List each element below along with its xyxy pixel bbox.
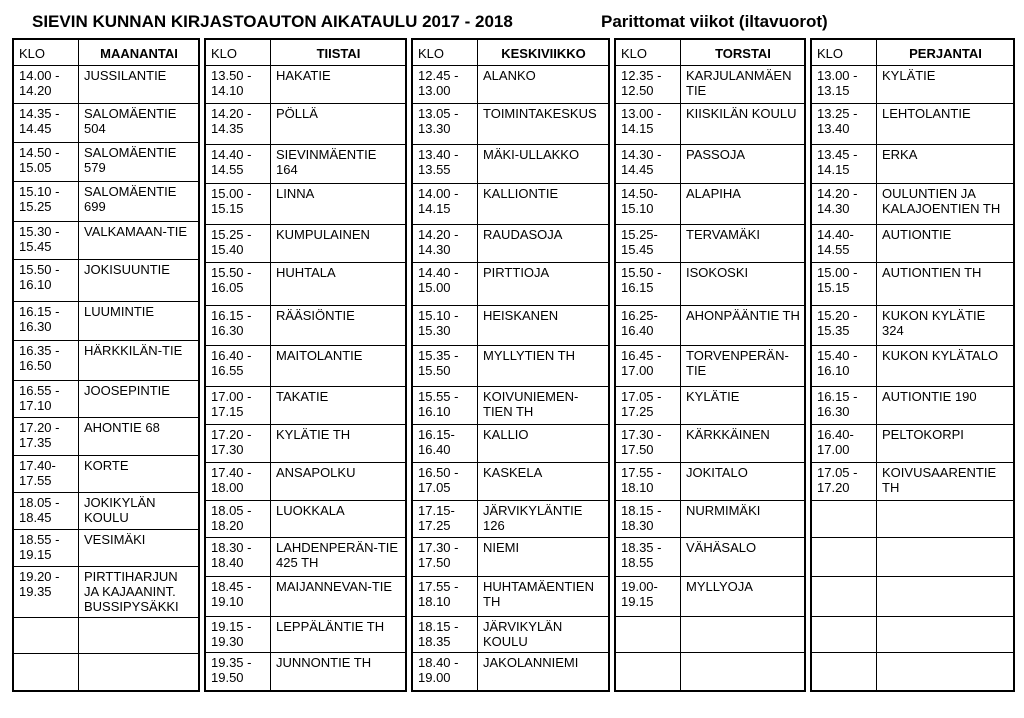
table-row [615, 576, 805, 616]
table-row [615, 386, 805, 424]
table-row [13, 181, 199, 222]
stop-time: 17.20 - 17.30 [205, 424, 271, 462]
stop-location: OULUNTIEN JA KALAJOENTIEN TH [877, 183, 1015, 224]
stop-time: 13.40 - 13.55 [412, 144, 478, 183]
table-row [615, 104, 805, 144]
stop-time: 14.50- 15.10 [615, 183, 681, 224]
stop-location: AUTIONTIEN TH [877, 263, 1015, 305]
day-column-header: TIISTAI [271, 39, 407, 66]
stop-location: LUUMINTIE [79, 301, 200, 341]
stop-time: 13.00 - 13.15 [811, 66, 877, 104]
table-row [811, 263, 1014, 305]
stop-time: 14.20 - 14.30 [811, 183, 877, 224]
stop-time: 18.05 - 18.45 [13, 493, 79, 529]
stop-time: 14.30 - 14.45 [615, 144, 681, 183]
stop-location: MÄKI-ULLAKKO [478, 144, 610, 183]
day-column-header: MAANANTAI [79, 39, 200, 66]
page-subtitle: Parittomat viikot (iltavuorot) [601, 12, 828, 31]
stop-location: KYLÄTIE [681, 386, 806, 424]
stop-location: RÄÄSIÖNTIE [271, 305, 407, 345]
table-row [205, 538, 406, 576]
stop-location: KALLIONTIE [478, 183, 610, 224]
day-column-header: KESKIVIIKKO [478, 39, 610, 66]
stop-time: 18.15 - 18.30 [615, 501, 681, 538]
stop-time: 14.40- 14.55 [811, 225, 877, 263]
table-row [205, 305, 406, 345]
stop-location: SALOMÄENTIE 504 [79, 103, 200, 143]
table-row [811, 386, 1014, 424]
stop-location: KOIVUNIEMEN-TIEN TH [478, 386, 610, 424]
table-row [205, 263, 406, 305]
table-row [811, 576, 1014, 616]
table-row [615, 66, 805, 104]
table-row [13, 653, 199, 691]
stop-time: 13.05 - 13.30 [412, 104, 478, 144]
stop-time: 17.55 - 18.10 [412, 576, 478, 616]
schedule-table [12, 38, 200, 692]
table-row [412, 501, 609, 538]
stop-location: ALAPIHA [681, 183, 806, 224]
time-column-header: KLO [615, 39, 681, 66]
table-row [205, 144, 406, 183]
table-row [811, 183, 1014, 224]
stop-time: 12.45 - 13.00 [412, 66, 478, 104]
table-row [811, 653, 1014, 691]
table-row [412, 617, 609, 653]
stop-location: PIRTTIHARJUN JA KAJAANINT. BUSSIPYSÄKKI [79, 567, 200, 618]
table-row [811, 463, 1014, 501]
table-row [205, 463, 406, 501]
table-header-row [205, 39, 406, 66]
stop-location [79, 653, 200, 691]
stop-location: KARJULANMÄEN TIE [681, 66, 806, 104]
stop-location [877, 538, 1015, 576]
stop-time: 17.30 - 17.50 [412, 538, 478, 576]
stop-time: 16.45 - 17.00 [615, 346, 681, 386]
stop-location: HAKATIE [271, 66, 407, 104]
table-row [205, 104, 406, 144]
stop-location: ALANKO [478, 66, 610, 104]
day-column-header: PERJANTAI [877, 39, 1015, 66]
stop-time [13, 653, 79, 691]
stop-time: 13.25 - 13.40 [811, 104, 877, 144]
stop-time: 16.50 - 17.05 [412, 463, 478, 501]
table-row [811, 424, 1014, 462]
table-row [13, 567, 199, 618]
table-row [412, 144, 609, 183]
stop-location: JÄRVIKYLÄNTIE 126 [478, 501, 610, 538]
table-row [13, 341, 199, 381]
stop-location: MAITOLANTIE [271, 346, 407, 386]
table-row [13, 222, 199, 260]
stop-location: MYLLYTIEN TH [478, 346, 610, 386]
stop-location: JAKOLANNIEMI [478, 653, 610, 691]
table-row [13, 380, 199, 418]
table-row [13, 418, 199, 456]
stop-time: 18.35 - 18.55 [615, 538, 681, 576]
stop-location: JOKIKYLÄN KOULU [79, 493, 200, 529]
stop-time: 19.35 - 19.50 [205, 653, 271, 691]
table-row [13, 301, 199, 341]
table-row [615, 538, 805, 576]
stop-time: 16.25- 16.40 [615, 305, 681, 345]
stop-time: 16.40 - 16.55 [205, 346, 271, 386]
stop-location [79, 618, 200, 653]
stop-location: AUTIONTIE [877, 225, 1015, 263]
stop-time [811, 617, 877, 653]
table-row [205, 424, 406, 462]
table-header-row [811, 39, 1014, 66]
stop-location: LEHTOLANTIE [877, 104, 1015, 144]
stop-location: TERVAMÄKI [681, 225, 806, 263]
table-row [13, 529, 199, 567]
table-row [412, 463, 609, 501]
stop-location: KORTE [79, 455, 200, 493]
stop-time: 14.00 - 14.20 [13, 66, 79, 104]
schedule-table [204, 38, 407, 692]
table-row [615, 263, 805, 305]
stop-location: PASSOJA [681, 144, 806, 183]
stop-location: VALKAMAAN-TIE [79, 222, 200, 260]
stop-location: KUMPULAINEN [271, 225, 407, 263]
day-column-keskiviikko [411, 38, 610, 692]
table-row [615, 305, 805, 345]
stop-time: 17.40 - 18.00 [205, 463, 271, 501]
table-row [205, 653, 406, 691]
stop-time: 15.35 - 15.50 [412, 346, 478, 386]
stop-time: 15.00 - 15.15 [811, 263, 877, 305]
day-column-perjantai [810, 38, 1015, 692]
schedule-table [411, 38, 610, 692]
stop-location: ERKA [877, 144, 1015, 183]
table-row [13, 66, 199, 104]
stop-location [681, 653, 806, 691]
stop-location: LAHDENPERÄN-TIE 425 TH [271, 538, 407, 576]
table-row [205, 225, 406, 263]
page-title: SIEVIN KUNNAN KIRJASTOAUTON AIKATAULU 2017 - 2018 [32, 12, 513, 31]
stop-location: KIISKILÄN KOULU [681, 104, 806, 144]
stop-location: NIEMI [478, 538, 610, 576]
stop-time: 14.20 - 14.30 [412, 225, 478, 263]
stop-location: VÄHÄSALO [681, 538, 806, 576]
day-column-header: TORSTAI [681, 39, 806, 66]
stop-time: 18.40 - 19.00 [412, 653, 478, 691]
stop-location: SALOMÄENTIE 579 [79, 143, 200, 182]
stop-location: AUTIONTIE 190 [877, 386, 1015, 424]
stop-location: JOOSEPINTIE [79, 380, 200, 418]
stop-time: 16.15 - 16.30 [13, 301, 79, 341]
stop-location: TOIMINTAKESKUS [478, 104, 610, 144]
table-row [615, 225, 805, 263]
stop-time: 15.25 - 15.40 [205, 225, 271, 263]
stop-time: 15.25- 15.45 [615, 225, 681, 263]
stop-time: 15.50 - 16.15 [615, 263, 681, 305]
stop-time: 12.35 - 12.50 [615, 66, 681, 104]
stop-location: LEPPÄLÄNTIE TH [271, 617, 407, 653]
stop-time [811, 501, 877, 538]
table-row [615, 346, 805, 386]
time-column-header: KLO [205, 39, 271, 66]
table-row [615, 653, 805, 691]
stop-location: KUKON KYLÄTIE 324 [877, 305, 1015, 345]
table-row [811, 501, 1014, 538]
stop-time: 18.45 - 19.10 [205, 576, 271, 616]
stop-time: 15.10 - 15.25 [13, 181, 79, 222]
stop-time: 16.55 - 17.10 [13, 380, 79, 418]
table-row [615, 501, 805, 538]
stop-time: 15.20 - 15.35 [811, 305, 877, 345]
time-column-header: KLO [811, 39, 877, 66]
table-row [412, 346, 609, 386]
stop-location [877, 653, 1015, 691]
stop-location: JUSSILANTIE [79, 66, 200, 104]
stop-location: PÖLLÄ [271, 104, 407, 144]
table-row [13, 259, 199, 301]
stop-time: 16.40- 17.00 [811, 424, 877, 462]
schedule-columns [12, 38, 1015, 694]
table-header-row [412, 39, 609, 66]
table-row [811, 104, 1014, 144]
schedule-table [614, 38, 806, 692]
stop-time [615, 653, 681, 691]
table-row [615, 424, 805, 462]
stop-location: JÄRVIKYLÄN KOULU [478, 617, 610, 653]
table-row [205, 386, 406, 424]
stop-time: 17.05 - 17.25 [615, 386, 681, 424]
table-header-row [13, 39, 199, 66]
stop-location [681, 617, 806, 653]
stop-time [811, 576, 877, 616]
stop-time: 14.50 - 15.05 [13, 143, 79, 182]
table-row [412, 104, 609, 144]
table-row [615, 144, 805, 183]
table-row [412, 263, 609, 305]
table-row [811, 346, 1014, 386]
stop-location: AHONPÄÄNTIE TH [681, 305, 806, 345]
stop-location: ANSAPOLKU [271, 463, 407, 501]
stop-time: 17.55 - 18.10 [615, 463, 681, 501]
stop-time [811, 653, 877, 691]
table-row [811, 144, 1014, 183]
table-row [13, 455, 199, 493]
day-column-tiistai [204, 38, 407, 692]
stop-location: KALLIO [478, 424, 610, 462]
day-column-maanantai [12, 38, 200, 692]
day-column-torstai [614, 38, 806, 692]
stop-location: LUOKKALA [271, 501, 407, 538]
table-row [412, 225, 609, 263]
stop-time: 17.15- 17.25 [412, 501, 478, 538]
stop-time [13, 618, 79, 653]
stop-time: 16.15 - 16.30 [811, 386, 877, 424]
stop-time: 16.35 - 16.50 [13, 341, 79, 381]
stop-location: HUHTAMÄENTIEN TH [478, 576, 610, 616]
table-row [412, 305, 609, 345]
stop-location: JOKISUUNTIE [79, 259, 200, 301]
stop-time: 14.40 - 14.55 [205, 144, 271, 183]
stop-location: RAUDASOJA [478, 225, 610, 263]
table-row [205, 66, 406, 104]
stop-time: 14.35 - 14.45 [13, 103, 79, 143]
stop-location: TORVENPERÄN-TIE [681, 346, 806, 386]
stop-location: KYLÄTIE [877, 66, 1015, 104]
stop-time: 16.15- 16.40 [412, 424, 478, 462]
table-row [13, 103, 199, 143]
stop-location: KUKON KYLÄTALO [877, 346, 1015, 386]
table-row [811, 66, 1014, 104]
stop-location [877, 617, 1015, 653]
stop-time: 18.55 - 19.15 [13, 529, 79, 567]
stop-location: MAIJANNEVAN-TIE [271, 576, 407, 616]
stop-time: 16.15 - 16.30 [205, 305, 271, 345]
table-row [615, 183, 805, 224]
table-row [412, 424, 609, 462]
stop-time: 15.50 - 16.05 [205, 263, 271, 305]
stop-location: ISOKOSKI [681, 263, 806, 305]
stop-time: 17.00 - 17.15 [205, 386, 271, 424]
stop-time: 13.45 - 14.15 [811, 144, 877, 183]
stop-location: AHONTIE 68 [79, 418, 200, 456]
stop-time: 17.20 - 17.35 [13, 418, 79, 456]
stop-time: 15.00 - 15.15 [205, 183, 271, 224]
table-row [811, 617, 1014, 653]
stop-location: VESIMÄKI [79, 529, 200, 567]
stop-time: 15.55 - 16.10 [412, 386, 478, 424]
table-row [811, 305, 1014, 345]
stop-location [877, 501, 1015, 538]
table-row [412, 653, 609, 691]
table-row [13, 143, 199, 182]
table-row [412, 183, 609, 224]
stop-location: LINNA [271, 183, 407, 224]
schedule-table [810, 38, 1015, 692]
stop-time: 18.15 - 18.35 [412, 617, 478, 653]
table-row [205, 346, 406, 386]
table-row [13, 493, 199, 529]
stop-location: MYLLYOJA [681, 576, 806, 616]
stop-location: HÄRKKILÄN-TIE [79, 341, 200, 381]
stop-location: SIEVINMÄENTIE 164 [271, 144, 407, 183]
table-row [412, 576, 609, 616]
time-column-header: KLO [412, 39, 478, 66]
stop-time: 14.20 - 14.35 [205, 104, 271, 144]
table-row [205, 617, 406, 653]
table-row [205, 501, 406, 538]
stop-location: HEISKANEN [478, 305, 610, 345]
stop-time: 13.00 - 14.15 [615, 104, 681, 144]
stop-location: KASKELA [478, 463, 610, 501]
stop-time: 18.05 - 18.20 [205, 501, 271, 538]
stop-location: PIRTTIOJA [478, 263, 610, 305]
stop-time: 15.40 - 16.10 [811, 346, 877, 386]
stop-location: KOIVUSAARENTIE TH [877, 463, 1015, 501]
table-row [811, 538, 1014, 576]
stop-location: TAKATIE [271, 386, 407, 424]
stop-location: HUHTALA [271, 263, 407, 305]
stop-time [811, 538, 877, 576]
time-column-header: KLO [13, 39, 79, 66]
table-row [412, 386, 609, 424]
table-header-row [615, 39, 805, 66]
stop-time: 19.00- 19.15 [615, 576, 681, 616]
stop-time: 18.30 - 18.40 [205, 538, 271, 576]
stop-time: 14.00 - 14.15 [412, 183, 478, 224]
stop-time [615, 617, 681, 653]
stop-location: JUNNONTIE TH [271, 653, 407, 691]
stop-time: 13.50 - 14.10 [205, 66, 271, 104]
stop-time: 15.50 - 16.10 [13, 259, 79, 301]
table-row [205, 576, 406, 616]
table-row [205, 183, 406, 224]
table-row [811, 225, 1014, 263]
stop-location: JOKITALO [681, 463, 806, 501]
stop-location: SALOMÄENTIE 699 [79, 181, 200, 222]
stop-time: 17.05 - 17.20 [811, 463, 877, 501]
table-row [615, 617, 805, 653]
table-row [13, 618, 199, 653]
stop-location: KYLÄTIE TH [271, 424, 407, 462]
stop-time: 19.20 - 19.35 [13, 567, 79, 618]
stop-location: NURMIMÄKI [681, 501, 806, 538]
table-row [412, 538, 609, 576]
stop-location [877, 576, 1015, 616]
stop-location: KÄRKKÄINEN [681, 424, 806, 462]
stop-time: 19.15 - 19.30 [205, 617, 271, 653]
stop-location: PELTOKORPI [877, 424, 1015, 462]
table-row [412, 66, 609, 104]
stop-time: 15.30 - 15.45 [13, 222, 79, 260]
stop-time: 14.40 - 15.00 [412, 263, 478, 305]
table-row [615, 463, 805, 501]
stop-time: 17.40- 17.55 [13, 455, 79, 493]
stop-time: 15.10 - 15.30 [412, 305, 478, 345]
stop-time: 17.30 - 17.50 [615, 424, 681, 462]
